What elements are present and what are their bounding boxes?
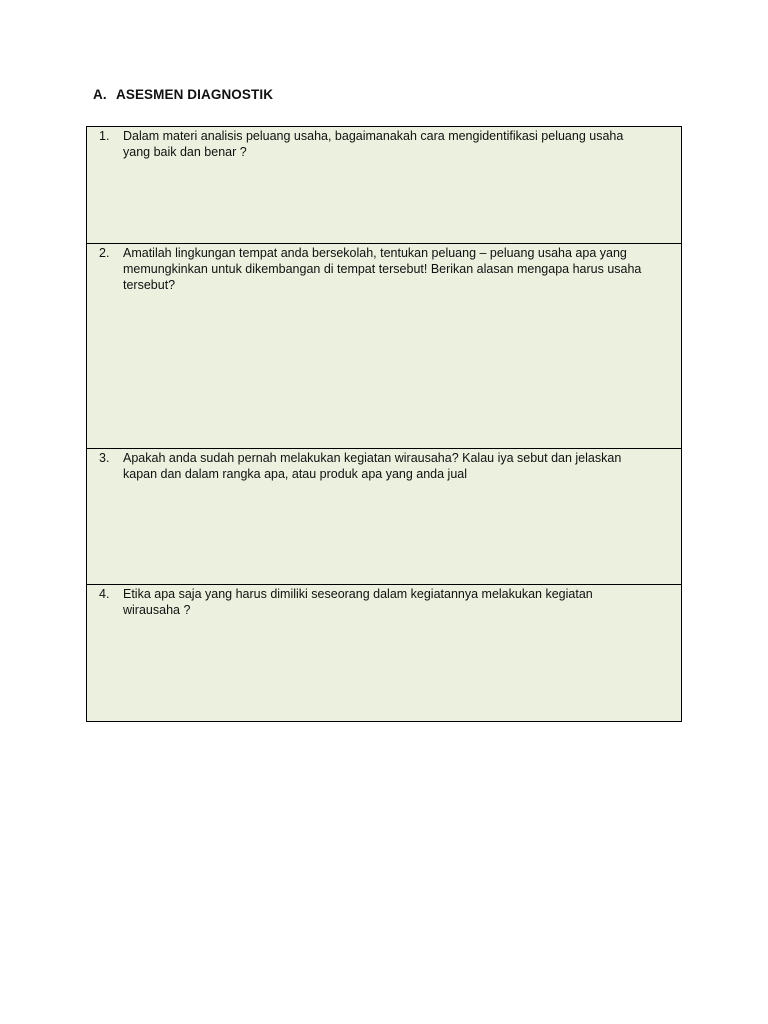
section-letter: A. [93, 87, 107, 102]
question-number: 3. [99, 451, 110, 465]
question-row-2[interactable] [87, 244, 681, 449]
question-row-4[interactable] [87, 585, 681, 721]
question-row-1[interactable] [87, 127, 681, 244]
question-number: 4. [99, 587, 110, 601]
question-text: Etika apa saja yang harus dimiliki seseorang dalam kegiatannya melakukan kegiatan wirausaha ? [123, 587, 593, 617]
question-text: Amatilah lingkungan tempat anda bersekolah, tentukan peluang – peluang usaha apa yang memungkinkan untuk dikembangan di tempat tersebut! Berikan alasan mengapa harus usaha tersebut? [123, 246, 642, 292]
question-number: 2. [99, 246, 110, 260]
question-text: Dalam materi analisis peluang usaha, bagaimanakah cara mengidentifikasi peluang usaha yang baik dan benar ? [123, 129, 624, 159]
section-title: ASESMEN DIAGNOSTIK [116, 87, 274, 102]
question-number: 1. [99, 129, 110, 143]
question-text: Apakah anda sudah pernah melakukan kegiatan wirausaha? Kalau iya sebut dan jelaskan kapan dan dalam rangka apa, atau produk apa yang anda jual [123, 451, 622, 481]
question-row-3[interactable] [87, 449, 681, 585]
section-heading [93, 87, 273, 102]
question-table [86, 126, 682, 722]
